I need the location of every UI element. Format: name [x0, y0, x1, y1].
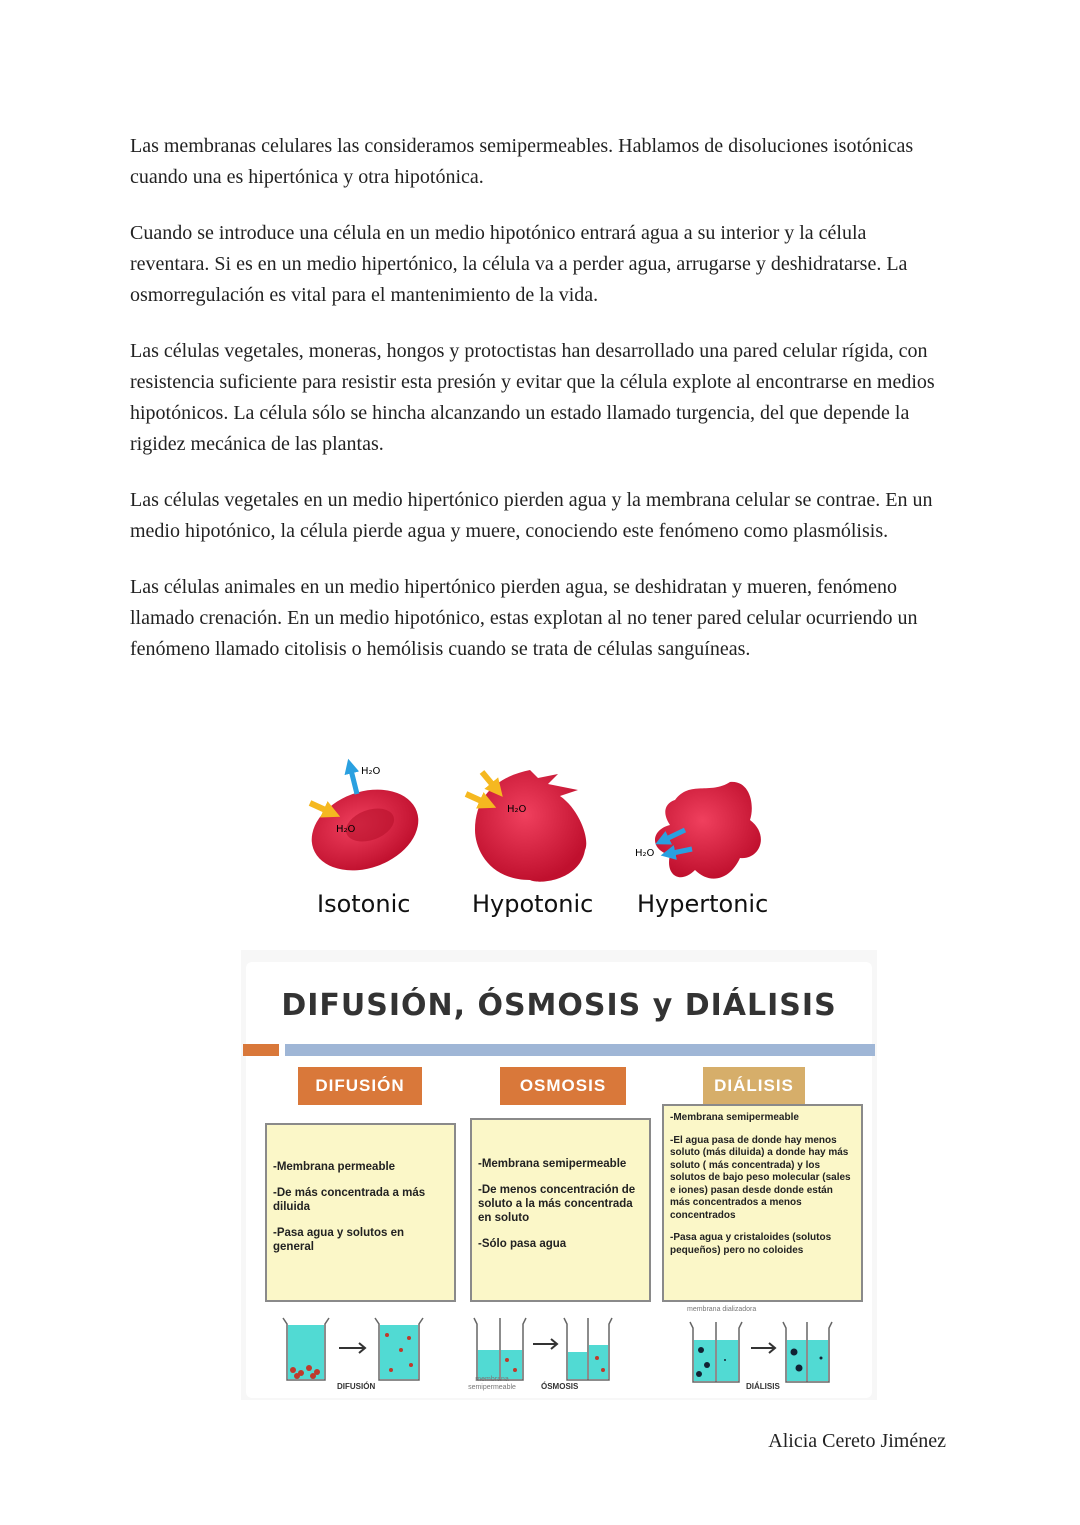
hypotonic-cell	[466, 770, 586, 882]
osmosis-box	[470, 1118, 651, 1302]
membrane-label-osmosis: membrana semipermeable	[468, 1376, 516, 1391]
point: -Sólo pasa agua	[478, 1238, 567, 1250]
water-label: H₂O	[336, 824, 356, 835]
water-label: H₂O	[507, 804, 527, 815]
hypertonic-cell	[635, 782, 761, 879]
point: -Membrana semipermeable	[670, 1112, 799, 1123]
point: -Membrana permeable	[273, 1160, 396, 1173]
point: -De menos concentración de soluto a la más concentrada en soluto	[478, 1184, 636, 1224]
point: -Pasa agua y solutos en general	[273, 1226, 405, 1253]
arrow-in-icon	[482, 772, 497, 790]
header-difusion: DIFUSIÓN	[298, 1067, 422, 1105]
label-hypertonic: Hypertonic	[637, 890, 769, 918]
water-label: H₂O	[361, 766, 381, 777]
paragraph: Las membranas celulares las consideramos semipermeables. Hablamos de disoluciones isotónicas cuando una es hipertónica y otra hipotónica.	[130, 135, 914, 188]
isotonic-cell	[300, 766, 429, 885]
arrow-out-icon	[350, 766, 357, 794]
paragraph: Las células animales en un medio hipertónico pierden agua, se deshidratan y mueren, fenómeno llamado crenación. En un medio hipotónico, estas explotan al no tener pared celular ocurriendo un fenómeno llamado citolisis o hemólisis cuando se trata de células sanguíneas.	[130, 576, 918, 660]
header-osmosis: OSMOSIS	[500, 1067, 626, 1105]
point: -Membrana semipermeable	[478, 1158, 627, 1170]
difusion-box	[265, 1123, 456, 1302]
point: -El agua pasa de donde hay menos soluto (más diluida) a donde hay más soluto ( más concentrada) y los solutos de bajo peso molecular (sales e iones) pasan desde donde están más concentrados a menos concentrados	[670, 1134, 851, 1221]
beakers-illustration	[241, 1310, 877, 1390]
header-dialisis: DIÁLISIS	[703, 1067, 805, 1105]
label-isotonic: Isotonic	[317, 890, 411, 918]
author-name: Alicia Cereto Jiménez	[768, 1430, 946, 1452]
paragraph: Las células vegetales en un medio hipertónico pierden agua y la membrana celular se contrae. En un medio hipotónico, la célula pierde agua y muere, conociendo este fenómeno como plasmólisis.	[130, 489, 933, 542]
beaker-label-difusion: DIFUSIÓN	[337, 1382, 376, 1391]
label-hypotonic: Hypotonic	[472, 890, 594, 918]
divider-bar	[285, 1044, 875, 1056]
paragraph: Las células vegetales, moneras, hongos y protoctistas han desarrollado una pared celular rígida, con resistencia suficiente para resistir esta presión y evitar que la célula explote al encontrarse en medios hipotónicos. La célula sólo se hincha alcanzando un estado llamado turgencia, del que depende la rigidez mecánica de las plantas.	[130, 340, 935, 455]
water-label: H₂O	[635, 848, 655, 859]
divider-accent	[243, 1044, 279, 1056]
beaker-label-dialisis: DIÁLISIS	[746, 1382, 780, 1391]
point: -De más concentrada a más diluida	[273, 1186, 426, 1213]
membrane-label-dialisis: membrana dializadora	[687, 1306, 757, 1313]
infographic-title: DIFUSIÓN, ÓSMOSIS y DIÁLISIS	[281, 988, 837, 1023]
beaker-label-osmosis: ÓSMOSIS	[541, 1382, 579, 1391]
dialisis-box	[662, 1104, 863, 1302]
diffusion-osmosis-dialysis-infographic	[241, 950, 877, 1400]
point: -Pasa agua y cristaloides (solutos pequeños) pero no coloides	[670, 1232, 832, 1256]
paragraph: Cuando se introduce una célula en un medio hipotónico entrará agua a su interior y la célula reventara. Si es en un medio hipertónico, la célula va a perder agua, arrugarse y deshidratarse. La osmorregulación es vital para el mantenimiento de la vida.	[130, 222, 908, 306]
body-text	[130, 131, 945, 690]
